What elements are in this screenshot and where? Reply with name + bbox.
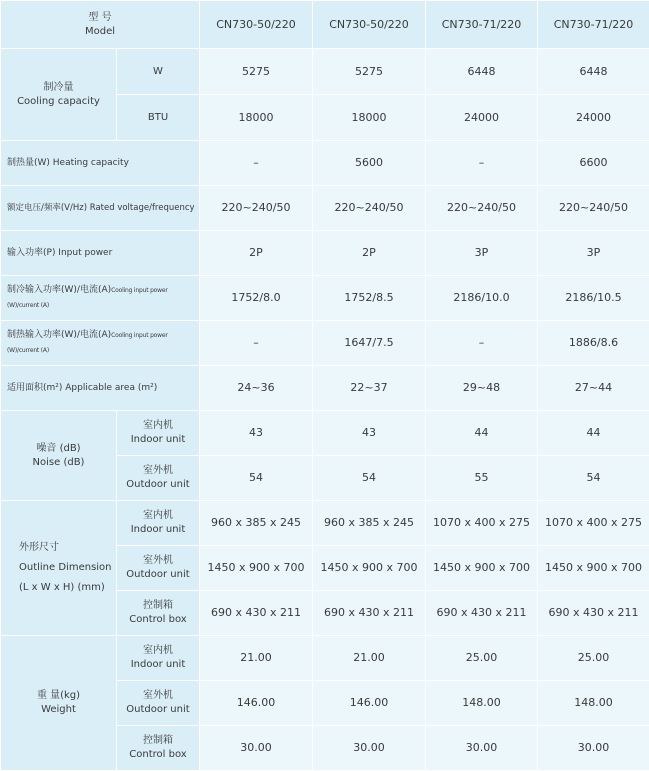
area-3: 29~48 xyxy=(426,366,538,411)
input-power-label: 输入功率(P) Input power xyxy=(1,231,200,276)
weight-outdoor-1: 146.00 xyxy=(200,681,313,726)
noise-indoor-label: 室内机 Indoor unit xyxy=(117,411,200,456)
heating-input-row xyxy=(1,321,649,366)
header-row xyxy=(1,1,649,49)
cooling-btu-1: 18000 xyxy=(200,95,313,141)
voltage-3: 220~240/50 xyxy=(426,186,538,231)
area-label: 适用面积(m²) Applicable area (m²) xyxy=(1,366,200,411)
dimension-outdoor-3: 1450 x 900 x 700 xyxy=(426,546,538,591)
cooling-input-2: 1752/8.5 xyxy=(313,276,426,321)
cooling-input-label: 制冷输入功率(W)/电流(A)Cooling input power (W)/current (A) xyxy=(1,276,200,321)
heating-4: 6600 xyxy=(538,141,649,186)
weight-control-label: 控制箱 Control box xyxy=(117,726,200,771)
weight-indoor-row xyxy=(1,636,649,681)
cooling-btu-2: 18000 xyxy=(313,95,426,141)
noise-indoor-row xyxy=(1,411,649,456)
dimension-indoor-label: 室内机 Indoor unit xyxy=(117,501,200,546)
heating-input-4: 1886/8.6 xyxy=(538,321,649,366)
dimension-control-2: 690 x 430 x 211 xyxy=(313,591,426,636)
input-power-4: 3P xyxy=(538,231,649,276)
dimension-indoor-row xyxy=(1,501,649,546)
weight-indoor-2: 21.00 xyxy=(313,636,426,681)
cooling-w-3: 6448 xyxy=(426,49,538,95)
weight-label: 重 量(kg) Weight xyxy=(1,636,117,771)
cooling-input-3: 2186/10.0 xyxy=(426,276,538,321)
weight-control-1: 30.00 xyxy=(200,726,313,771)
cooling-w-4: 6448 xyxy=(538,49,649,95)
cooling-label: 制冷量 Cooling capacity xyxy=(1,49,117,141)
cooling-btu-unit: BTU xyxy=(117,95,200,141)
cooling-w-2: 5275 xyxy=(313,49,426,95)
input-power-2: 2P xyxy=(313,231,426,276)
weight-outdoor-4: 148.00 xyxy=(538,681,649,726)
noise-outdoor-1: 54 xyxy=(200,456,313,501)
voltage-row xyxy=(1,186,649,231)
heating-3: – xyxy=(426,141,538,186)
cooling-w-row xyxy=(1,49,649,95)
heating-label: 制热量(W) Heating capacity xyxy=(1,141,200,186)
area-row xyxy=(1,366,649,411)
noise-label: 噪音 (dB) Noise (dB) xyxy=(1,411,117,501)
dimension-control-1: 690 x 430 x 211 xyxy=(200,591,313,636)
area-4: 27~44 xyxy=(538,366,649,411)
model-label: 型 号 Model xyxy=(1,1,200,49)
dimension-outdoor-1: 1450 x 900 x 700 xyxy=(200,546,313,591)
dimension-control-4: 690 x 430 x 211 xyxy=(538,591,649,636)
dimension-indoor-2: 960 x 385 x 245 xyxy=(313,501,426,546)
heating-row xyxy=(1,141,649,186)
dimension-outdoor-2: 1450 x 900 x 700 xyxy=(313,546,426,591)
area-1: 24~36 xyxy=(200,366,313,411)
dimension-control-3: 690 x 430 x 211 xyxy=(426,591,538,636)
cooling-input-1: 1752/8.0 xyxy=(200,276,313,321)
noise-indoor-1: 43 xyxy=(200,411,313,456)
cooling-w-1: 5275 xyxy=(200,49,313,95)
noise-indoor-4: 44 xyxy=(538,411,649,456)
input-power-1: 2P xyxy=(200,231,313,276)
input-power-3: 3P xyxy=(426,231,538,276)
noise-outdoor-label: 室外机 Outdoor unit xyxy=(117,456,200,501)
dimension-outdoor-4: 1450 x 900 x 700 xyxy=(538,546,649,591)
weight-indoor-4: 25.00 xyxy=(538,636,649,681)
voltage-label: 额定电压/频率(V/Hz) Rated voltage/frequency xyxy=(1,186,200,231)
weight-control-4: 30.00 xyxy=(538,726,649,771)
weight-outdoor-label: 室外机 Outdoor unit xyxy=(117,681,200,726)
cooling-input-row xyxy=(1,276,649,321)
weight-outdoor-3: 148.00 xyxy=(426,681,538,726)
weight-control-3: 30.00 xyxy=(426,726,538,771)
dimension-indoor-4: 1070 x 400 x 275 xyxy=(538,501,649,546)
voltage-4: 220~240/50 xyxy=(538,186,649,231)
weight-indoor-1: 21.00 xyxy=(200,636,313,681)
heating-input-2: 1647/7.5 xyxy=(313,321,426,366)
heating-1: – xyxy=(200,141,313,186)
cooling-w-unit: W xyxy=(117,49,200,95)
weight-indoor-3: 25.00 xyxy=(426,636,538,681)
cooling-input-4: 2186/10.5 xyxy=(538,276,649,321)
model-2: CN730-50/220 xyxy=(313,1,426,49)
weight-outdoor-2: 146.00 xyxy=(313,681,426,726)
model-4: CN730-71/220 xyxy=(538,1,649,49)
dimension-outdoor-label: 室外机 Outdoor unit xyxy=(117,546,200,591)
cooling-btu-3: 24000 xyxy=(426,95,538,141)
heating-input-label: 制热输入功率(W)/电流(A)Cooling input power (W)/current (A) xyxy=(1,321,200,366)
voltage-1: 220~240/50 xyxy=(200,186,313,231)
noise-indoor-3: 44 xyxy=(426,411,538,456)
heating-input-3: – xyxy=(426,321,538,366)
weight-control-2: 30.00 xyxy=(313,726,426,771)
dimension-indoor-3: 1070 x 400 x 275 xyxy=(426,501,538,546)
weight-indoor-label: 室内机 Indoor unit xyxy=(117,636,200,681)
model-3: CN730-71/220 xyxy=(426,1,538,49)
heating-input-1: – xyxy=(200,321,313,366)
dimension-label: 外形尺寸 Outline Dimension (L x W x H) (mm) xyxy=(1,501,117,636)
dimension-control-label: 控制箱 Control box xyxy=(117,591,200,636)
noise-outdoor-4: 54 xyxy=(538,456,649,501)
heating-2: 5600 xyxy=(313,141,426,186)
voltage-2: 220~240/50 xyxy=(313,186,426,231)
noise-indoor-2: 43 xyxy=(313,411,426,456)
area-2: 22~37 xyxy=(313,366,426,411)
cooling-btu-4: 24000 xyxy=(538,95,649,141)
model-1: CN730-50/220 xyxy=(200,1,313,49)
dimension-indoor-1: 960 x 385 x 245 xyxy=(200,501,313,546)
noise-outdoor-2: 54 xyxy=(313,456,426,501)
input-power-row xyxy=(1,231,649,276)
noise-outdoor-3: 55 xyxy=(426,456,538,501)
